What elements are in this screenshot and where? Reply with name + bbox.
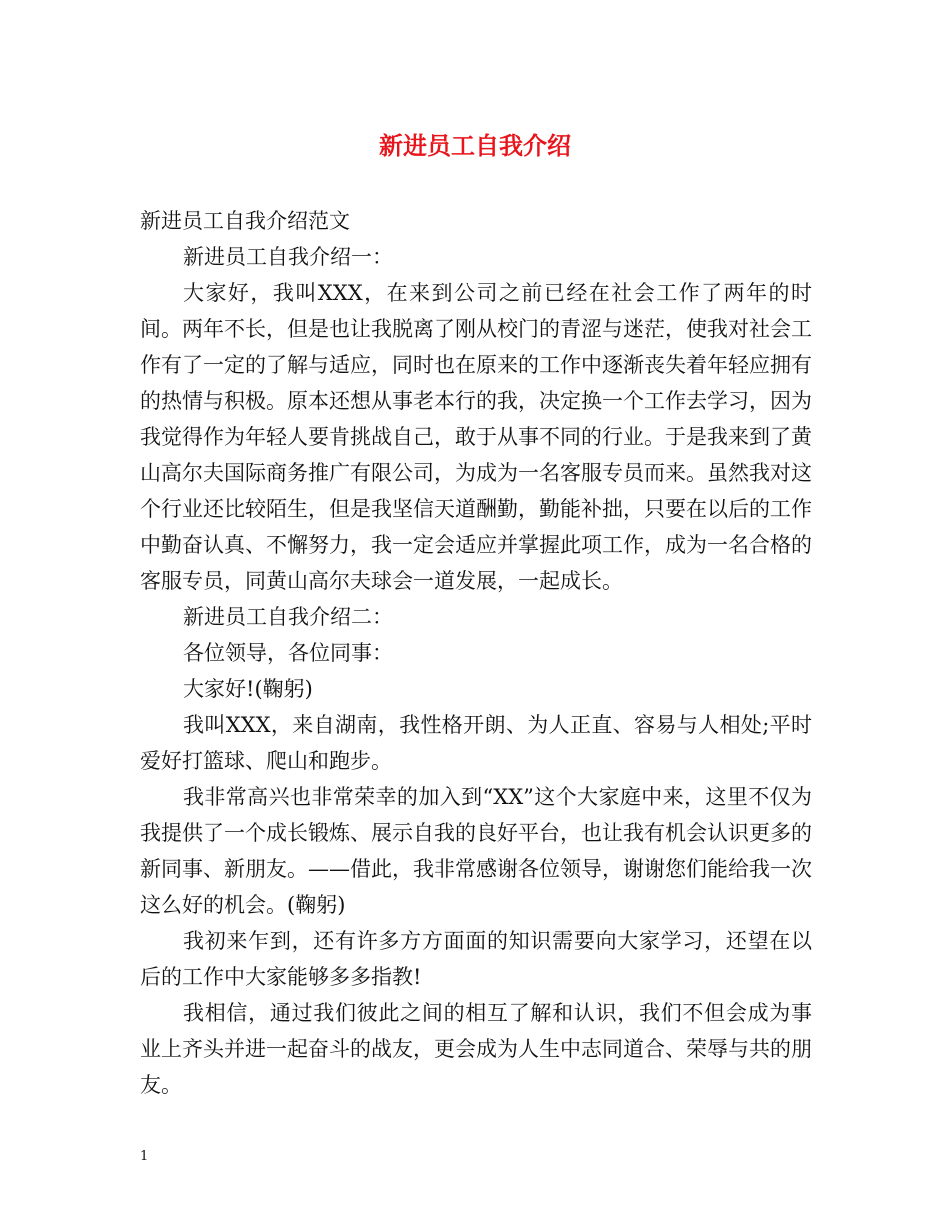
body-paragraph: 我初来乍到，还有许多方方面面的知识需要向大家学习，还望在以后的工作中大家能够多多指教! bbox=[140, 929, 812, 989]
body-paragraph: 大家好!(鞠躬) bbox=[183, 677, 313, 701]
body-paragraph: 大家好，我叫XXX，在来到公司之前已经在社会工作了两年的时间。两年不长，但是也让我脱离了刚从校门的青涩与迷茫，使我对社会工作有了一定的了解与适应，同时也在原来的工作中逐渐丧失着年轻应拥有的热情与积极。原本还想从事老本行的我，决定换一个工作去学习，因为我觉得作为年轻人要肯挑战自己，敢于从事不同的行业。于是我来到了黄山高尔夫国际商务推广有限公司，为成为一名客服专员而来。虽然我对这个行业还比较陌生，但是我坚信天道酬勤，勤能补拙，只要在以后的工作中勤奋认真、不懈努力，我一定会适应并掌握此项工作，成为一名合格的客服专员，同黄山高尔夫球会一道发展，一起成长。 bbox=[140, 281, 812, 593]
document-body bbox=[140, 203, 812, 1103]
body-paragraph: 新进员工自我介绍范文 bbox=[140, 209, 350, 233]
body-paragraph: 各位领导，各位同事： bbox=[183, 641, 393, 665]
body-paragraph: 我非常高兴也非常荣幸的加入到“XX”这个大家庭中来，这里不仅为我提供了一个成长锻炼、展示自我的良好平台，也让我有机会认识更多的新同事、新朋友。——借此，我非常感谢各位领导，谢谢您们能给我一次这么好的机会。(鞠躬) bbox=[140, 785, 812, 917]
body-paragraph: 新进员工自我介绍二： bbox=[183, 605, 393, 629]
page-number: 1 bbox=[140, 1149, 149, 1164]
body-paragraph: 我相信，通过我们彼此之间的相互了解和认识，我们不但会成为事业上齐头并进一起奋斗的战友，更会成为人生中志同道合、荣辱与共的朋友。 bbox=[140, 1001, 812, 1097]
body-paragraph: 我叫XXX，来自湖南，我性格开朗、为人正直、容易与人相处;平时爱好打篮球、爬山和跑步。 bbox=[140, 713, 812, 773]
document-title: 新进员工自我介绍 bbox=[379, 131, 571, 160]
body-paragraph: 新进员工自我介绍一： bbox=[183, 245, 393, 269]
